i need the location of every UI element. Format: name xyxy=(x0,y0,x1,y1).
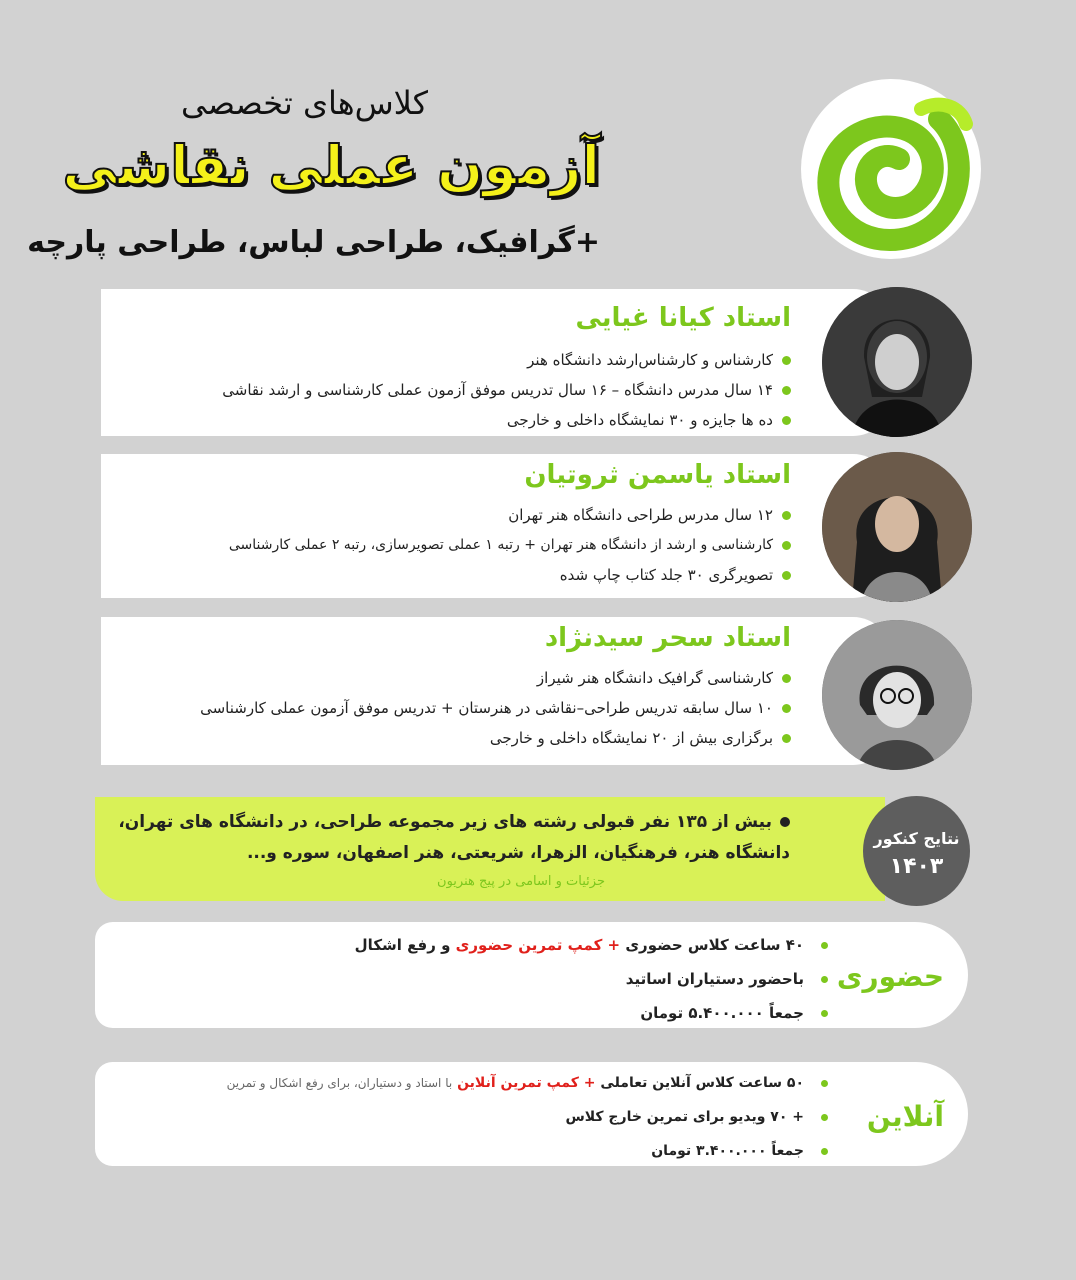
bullet-dot xyxy=(780,817,790,827)
teacher-card-3 xyxy=(101,617,891,765)
teacher-name: استاد یاسمن ثروتیان xyxy=(524,460,791,490)
results-line-1: بیش از ۱۳۵ نفر قبولی رشته های زیر مجموعه طراحی، در دانشگاه های تهران، xyxy=(118,812,772,832)
results-badge xyxy=(863,796,970,906)
plan-title: آنلاین xyxy=(866,1100,944,1133)
teacher-name: استاد سحر سیدنژاد xyxy=(544,623,791,653)
teacher-card-1 xyxy=(101,289,891,436)
results-badge-label: نتایج کنکور xyxy=(873,829,960,848)
list-item: ۵۰ ساعت کلاس آنلاین تعاملی + کمپ تمرین آنلاین با استاد و دستیاران، برای رفع اشکال و تمرین xyxy=(227,1066,828,1100)
results-line-2: دانشگاه هنر، فرهنگیان، الزهرا، شریعتی، هنر اصفهان، سوره و... xyxy=(246,843,790,863)
teacher-name: استاد کیانا غیایی xyxy=(575,303,791,333)
green-loop-logo-icon xyxy=(801,79,981,259)
list-item: جمعاً ۳.۴۰۰.۰۰۰ تومان xyxy=(227,1134,828,1168)
results-badge-year: ۱۴۰۳ xyxy=(889,854,944,879)
list-item: کارشناسی گرافیک دانشگاه هنر شیراز xyxy=(200,663,791,693)
list-item: + ۷۰ ویدیو برای تمرین خارج کلاس xyxy=(227,1100,828,1134)
list-item: ۴۰ ساعت کلاس حضوری + کمپ تمرین حضوری و رفع اشکال xyxy=(355,928,828,962)
teacher-photo-2 xyxy=(822,452,972,602)
teacher-bullets xyxy=(222,345,791,435)
results-banner xyxy=(95,797,885,901)
plan-items xyxy=(227,1066,828,1168)
list-item: ده ها جایزه و ۳۰ نمایشگاه داخلی و خارجی xyxy=(222,405,791,435)
list-item: برگزاری بیش از ۲۰ نمایشگاه داخلی و خارجی xyxy=(200,723,791,753)
list-item: ۱۲ سال مدرس طراحی دانشگاه هنر تهران xyxy=(229,500,791,530)
list-item: تصویرگری ۳۰ جلد کتاب چاپ شده xyxy=(229,560,791,590)
list-item: ۱۴ سال مدرس دانشگاه – ۱۶ سال تدریس موفق آزمون عملی کارشناسی و ارشد نقاشی xyxy=(222,375,791,405)
list-item: کارشناس و کارشناس‌ارشد دانشگاه هنر xyxy=(222,345,791,375)
results-text xyxy=(118,807,790,869)
teacher-bullets xyxy=(229,500,791,590)
header-title: آزمون عملی نقاشی xyxy=(62,134,600,197)
list-item: جمعاً ۵.۴۰۰.۰۰۰ تومان xyxy=(355,996,828,1030)
brand-logo xyxy=(801,79,981,259)
teacher-card-2 xyxy=(101,454,891,598)
list-item: ۱۰ سال سابقه تدریس طراحی–نقاشی در هنرستان + تدریس موفق آزمون عملی کارشناسی xyxy=(200,693,791,723)
in-person-plan xyxy=(95,922,968,1028)
results-note: جزئیات و اسامی در پیج هنریون xyxy=(437,874,605,889)
teacher-photo-1 xyxy=(822,287,972,437)
header-tags: +گرافیک، طراحی لباس، طراحی پارچه xyxy=(27,225,600,260)
teacher-photo-3 xyxy=(822,620,972,770)
list-item: باحضور دستیاران اساتید xyxy=(355,962,828,996)
plan-items xyxy=(355,928,828,1030)
teacher-bullets xyxy=(200,663,791,753)
header-subtitle: کلاس‌های تخصصی xyxy=(181,84,428,122)
plan-title: حضوری xyxy=(836,960,944,993)
online-plan xyxy=(95,1062,968,1166)
list-item: کارشناسی و ارشد از دانشگاه هنر تهران + رتبه ۱ عملی تصویرسازی، رتبه ۲ عملی کارشناسی xyxy=(229,530,791,560)
